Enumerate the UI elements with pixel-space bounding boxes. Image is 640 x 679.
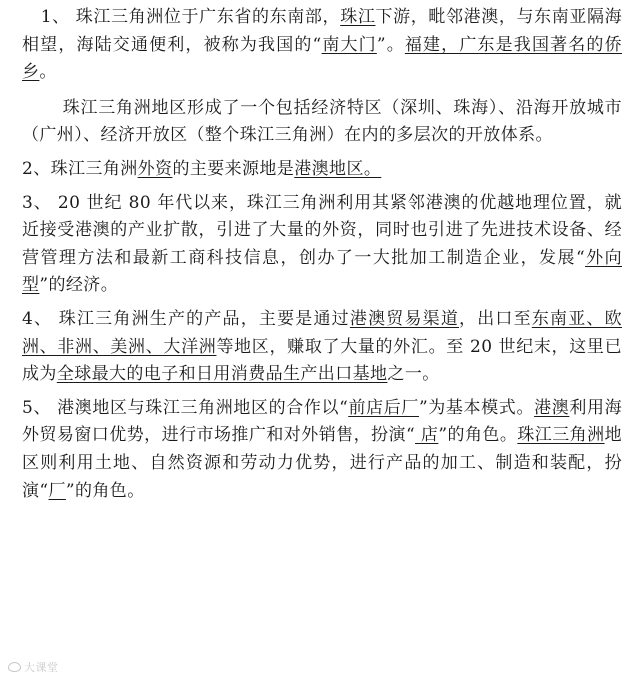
underlined-text: 珠江三角洲	[517, 425, 605, 446]
underlined-text: 东南亚、欧洲、非洲、美洲、大洋洲	[22, 308, 622, 357]
text-segment: 之一。	[387, 364, 440, 385]
underlined-text: 外资	[137, 158, 173, 179]
text-segment: 1、 珠江三角洲位于广东省的东南部，	[40, 7, 341, 27]
paragraph-6	[22, 395, 622, 505]
underlined-text: 港澳贸易渠道	[349, 308, 460, 329]
chat-bubble-icon	[8, 662, 21, 672]
underlined-text: 厂	[48, 480, 66, 501]
text-segment: ，出口至	[459, 308, 532, 329]
paragraph-2	[22, 95, 622, 150]
watermark-text: 大课堂	[24, 661, 59, 674]
text-segment: 等地区，赚取了大量的外汇。至 20 世纪末，这里已成为	[22, 336, 622, 385]
text-segment: ”的角色。	[65, 480, 145, 501]
text-segment: ”的角色。	[438, 425, 518, 446]
paragraph-5	[22, 306, 622, 389]
watermark	[8, 659, 59, 675]
text-segment: 利用海外贸易窗口优势，进行市场推广和对外销售，扮演“	[22, 397, 622, 446]
paragraph-1	[22, 4, 622, 87]
paragraph-3	[22, 156, 622, 184]
underlined-text: 港澳地区。	[294, 158, 382, 179]
underlined-text: 福建，广东是我国著名的侨乡	[22, 34, 622, 83]
underlined-text: 全球最大的电子和日用消费品生产出口基地	[56, 364, 388, 385]
text-segment: ”。	[376, 34, 405, 55]
text-segment: 地区则利用土地、自然资源和劳动力优势，进行产品的加工、制造和装配，扮演“	[22, 425, 622, 501]
text-segment: ”的经济。	[39, 275, 119, 296]
text-segment: 的主要来源地是	[172, 158, 295, 179]
underlined-text: 外向型	[22, 247, 622, 296]
underlined-text: 港澳	[534, 397, 570, 418]
text-segment: 5、 港澳地区与珠江三角洲地区的合作以“	[22, 397, 349, 418]
text-segment: 3、 20 世纪 80 年代以来，珠江三角洲利用其紧邻港澳的优越地理位置，就近接受港澳的产业扩散，引进了大量的外资，同时也引进了先进技术设备、经营管理方法和最新工商科技信息，创办了一大批加工制造企业，发展“	[22, 192, 622, 268]
text-segment: 下游，毗邻港澳，与东南亚隔海相望，海陆交通便利，被称为我国的“	[22, 7, 622, 55]
underlined-text: 前店后厂	[348, 397, 419, 418]
text-segment: 4、 珠江三角洲生产的产品，主要是通过	[22, 308, 350, 329]
text-segment: 。	[39, 62, 57, 83]
underlined-text: 南大门	[321, 34, 377, 55]
underlined-text: 店	[415, 425, 439, 446]
text-segment: 2、珠江三角洲	[22, 158, 138, 179]
paragraph-4	[22, 190, 622, 300]
text-segment: ”为基本模式。	[418, 397, 535, 418]
underlined-text: 珠江	[340, 7, 376, 27]
text-segment: 珠江三角洲地区形成了一个包括经济特区（深圳、珠海）、沿海开放城市（广州）、经济开放区（整个珠江三角洲）在内的多层次的开放体系。	[22, 97, 622, 146]
